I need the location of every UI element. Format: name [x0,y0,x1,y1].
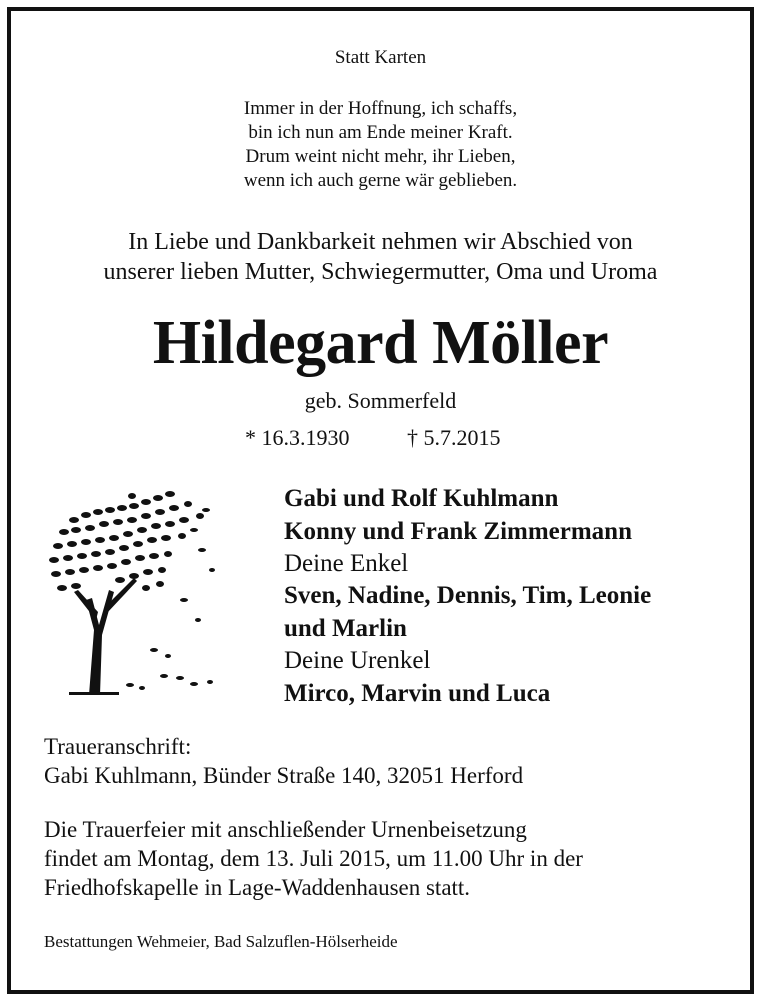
death-date: † 5.7.2015 [407,425,501,450]
announcement-line: In Liebe und Dankbarkeit nehmen wir Abschied von [128,229,633,255]
windblown-tree-icon [34,480,224,700]
verse-line: bin ich nun am Ende meiner Kraft. [248,122,513,143]
verse-line: Drum weint nicht mehr, ihr Lieben, [245,146,516,167]
birth-date: * 16.3.1930 [245,425,350,450]
maiden-name: geb. Sommerfeld [304,388,457,413]
family-line: und Marlin [284,615,407,642]
address-value: Gabi Kuhlmann, Bünder Straße 140, 32051 Herford [44,763,524,788]
family-heading: Deine Enkel [284,550,409,577]
verse-line: Immer in der Hoffnung, ich schaffs, [243,98,518,119]
funeral-home: Bestattungen Wehmeier, Bad Salzuflen-Hölserheide [44,932,398,951]
family-line: Gabi und Rolf Kuhlmann [284,485,559,512]
deceased-name: Hildegard Möller [152,309,609,377]
verse-line: wenn ich auch gerne wär geblieben. [243,170,518,191]
ceremony-line: Friedhofskapelle in Lage-Waddenhausen statt. [44,875,471,900]
family-line: Konny und Frank Zimmermann [284,518,632,545]
family-heading: Deine Urenkel [284,647,431,674]
family-line: Sven, Nadine, Dennis, Tim, Leonie [284,582,652,609]
ceremony-line: findet am Montag, dem 13. Juli 2015, um 11.00 Uhr in der [44,846,583,871]
header-text: Statt Karten [334,47,427,68]
announcement-line: unserer lieben Mutter, Schwiegermutter, Oma und Uroma [103,259,658,285]
address-label: Traueranschrift: [44,734,192,759]
ceremony-line: Die Trauerfeier mit anschließender Urnenbeisetzung [44,817,527,842]
family-line: Mirco, Marvin und Luca [284,680,551,707]
